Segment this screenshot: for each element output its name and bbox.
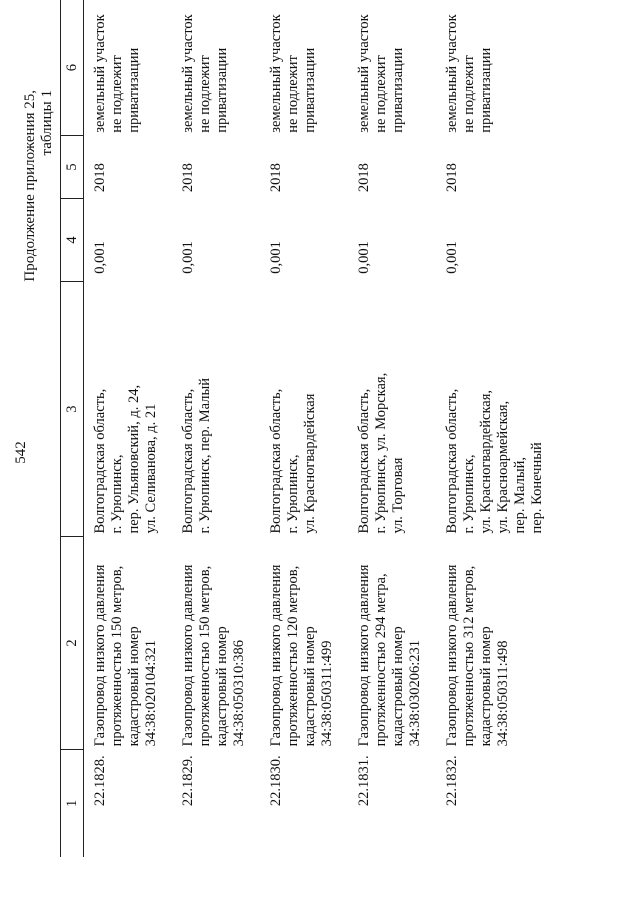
row-number: 22.1829. <box>180 755 196 807</box>
privatization-note <box>348 0 436 136</box>
object-name <box>436 537 546 750</box>
privatization-note-line: земельный участок <box>180 14 196 133</box>
privatization-note-line: не подлежит <box>109 55 125 133</box>
table-row <box>260 0 348 857</box>
header-col-6: 6 <box>61 0 84 136</box>
year-value: 2018 <box>92 163 108 193</box>
object-name-line: кадастровый номер <box>214 626 230 747</box>
object-name-line: кадастровый номер <box>302 626 318 747</box>
header-col-4: 4 <box>61 198 84 282</box>
privatization-note-line: земельный участок <box>268 14 284 133</box>
object-name-line: 34:38:020104:321 <box>143 640 159 747</box>
object-name-line: 34:38:050311:498 <box>495 640 511 747</box>
object-name-line: Газопровод низкого давления <box>180 564 196 747</box>
object-address-line: Волгоградская область, <box>444 388 460 534</box>
object-address <box>348 282 436 537</box>
caption-line-1: Продолжение приложения 25, <box>22 90 38 282</box>
object-address-line: г. Урюпинск, ул. Морская, <box>373 372 389 534</box>
year-value: 2018 <box>180 163 196 193</box>
object-name-line: 34:38:050310:386 <box>231 640 247 747</box>
table-row <box>84 0 173 857</box>
object-address-line: Волгоградская область, <box>180 388 196 534</box>
object-address-line: ул. Селиванова, д. 21 <box>143 403 159 534</box>
object-address-line: г. Урюпинск, <box>461 454 477 534</box>
object-name-line: кадастровый номер <box>126 626 142 747</box>
object-address-line: г. Урюпинск, пер. Малый <box>197 378 213 534</box>
object-address <box>436 282 546 537</box>
object-name-line: Газопровод низкого давления <box>444 564 460 747</box>
privatization-note-line: не подлежит <box>373 55 389 133</box>
object-address <box>84 282 173 537</box>
area-value: 0,001 <box>92 241 108 274</box>
privatization-note-line: не подлежит <box>285 55 301 133</box>
privatization-note-line: приватизации <box>390 47 406 133</box>
row-number: 22.1832. <box>444 755 460 807</box>
privatization-note-line: приватизации <box>302 47 318 133</box>
privatization-note <box>172 0 260 136</box>
object-name-line: протяженностью 294 метра, <box>373 573 389 747</box>
header-col-5: 5 <box>61 136 84 198</box>
privatization-note <box>260 0 348 136</box>
header-col-3: 3 <box>61 282 84 537</box>
object-name-line: 34:38:050311:499 <box>319 640 335 747</box>
object-name-line: протяженностью 150 метров, <box>197 565 213 747</box>
object-address-line: пер. Ульяновский, д. 24, <box>126 384 142 534</box>
object-name-line: кадастровый номер <box>390 626 406 747</box>
object-name-line: 34:38:030206:231 <box>407 640 423 747</box>
header-col-1: 1 <box>61 749 84 857</box>
privatization-note-line: земельный участок <box>444 14 460 133</box>
privatization-note-line: земельный участок <box>356 14 372 133</box>
privatization-note-line: приватизации <box>214 47 230 133</box>
table-row <box>436 0 546 857</box>
table-row <box>172 0 260 857</box>
object-name-line: протяженностью 150 метров, <box>109 565 125 747</box>
table-row <box>348 0 436 857</box>
object-address-line: г. Урюпинск, <box>109 454 125 534</box>
area-value: 0,001 <box>444 241 460 274</box>
object-address <box>260 282 348 537</box>
object-address-line: Волгоградская область, <box>92 388 108 534</box>
object-address-line: ул. Красногвардейская <box>302 393 318 534</box>
row-number: 22.1830. <box>268 755 284 807</box>
object-name-line: Газопровод низкого давления <box>356 564 372 747</box>
row-number: 22.1831. <box>356 755 372 807</box>
caption-line-2: таблицы 1 <box>39 90 55 156</box>
row-number: 22.1828. <box>92 755 108 807</box>
header-row <box>61 0 84 857</box>
object-address-line: ул. Торговая <box>390 457 406 534</box>
object-address-line: ул. Красноармейская, <box>495 400 511 534</box>
year-value: 2018 <box>268 163 284 193</box>
year-value: 2018 <box>444 163 460 193</box>
object-name-line: протяженностью 120 метров, <box>285 565 301 747</box>
area-value: 0,001 <box>356 241 372 274</box>
object-address-line: Волгоградская область, <box>268 388 284 534</box>
privatization-note <box>436 0 546 136</box>
header-col-2: 2 <box>61 537 84 750</box>
privatization-note <box>84 0 173 136</box>
area-value: 0,001 <box>180 241 196 274</box>
object-name-line: кадастровый номер <box>478 626 494 747</box>
object-address-line: Волгоградская область, <box>356 388 372 534</box>
page-number: 542 <box>13 441 29 464</box>
object-name-line: Газопровод низкого давления <box>92 564 108 747</box>
privatization-note-line: приватизации <box>126 47 142 133</box>
object-name-line: протяженностью 312 метров, <box>461 565 477 747</box>
object-address-line: пер. Малый, <box>512 457 528 534</box>
year-value: 2018 <box>356 163 372 193</box>
object-name <box>348 537 436 750</box>
property-table <box>60 0 546 857</box>
area-value: 0,001 <box>268 241 284 274</box>
object-name <box>84 537 173 750</box>
privatization-note-line: не подлежит <box>461 55 477 133</box>
object-name <box>260 537 348 750</box>
privatization-note-line: земельный участок <box>92 14 108 133</box>
object-address-line: пер. Конечный <box>529 442 545 534</box>
object-address-line: ул. Красногвардейская, <box>478 389 494 534</box>
object-address <box>172 282 260 537</box>
object-name-line: Газопровод низкого давления <box>268 564 284 747</box>
privatization-note-line: приватизации <box>478 47 494 133</box>
object-address-line: г. Урюпинск, <box>285 454 301 534</box>
table-caption <box>22 90 56 282</box>
privatization-note-line: не подлежит <box>197 55 213 133</box>
object-name <box>172 537 260 750</box>
